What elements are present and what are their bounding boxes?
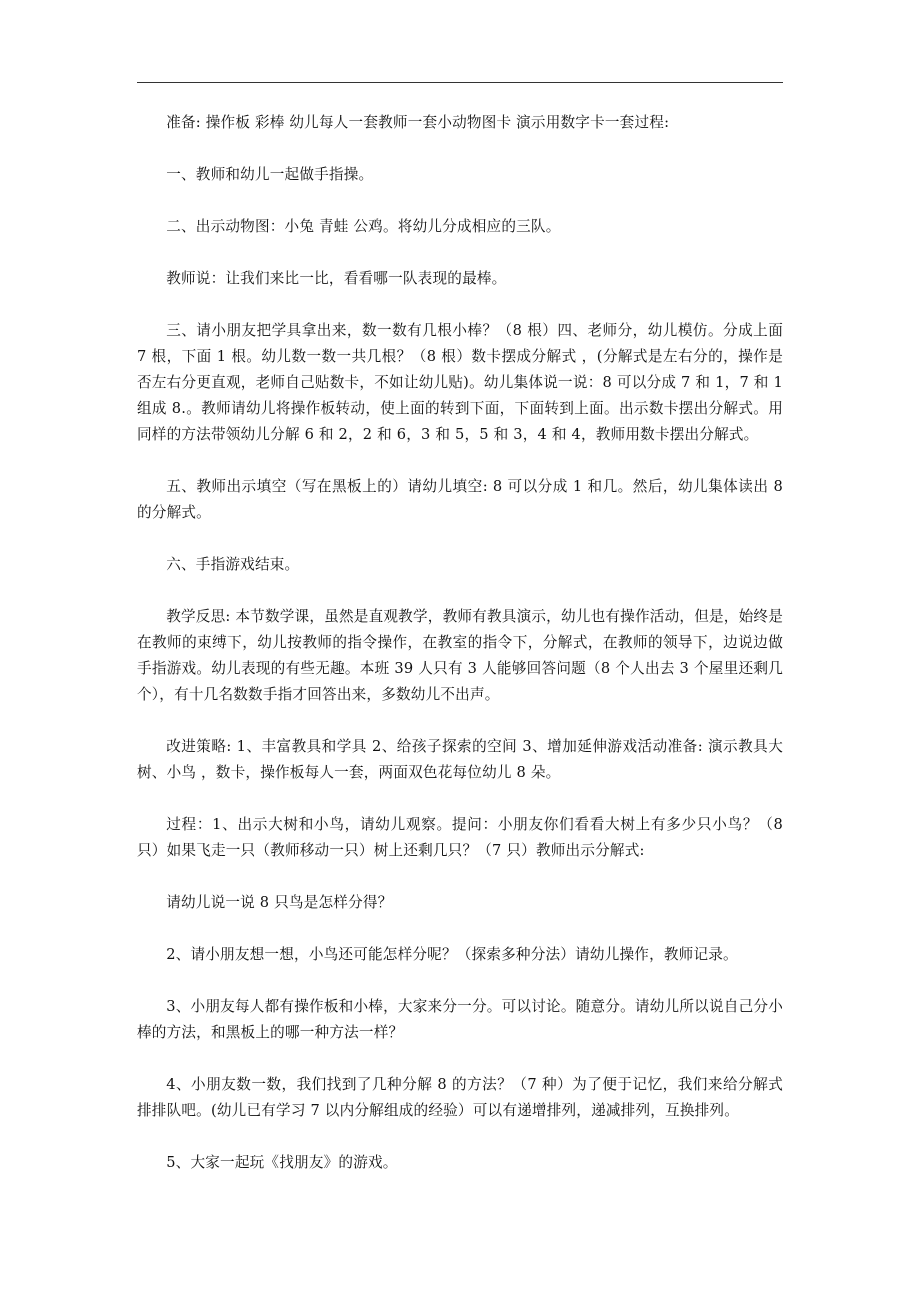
- paragraph-step-3-4: 三、请小朋友把学具拿出来，数一数有几根小棒？（8 根）四、老师分，幼儿模仿。分成上面 7 根，下面 1 根。幼儿数一数一共几根？（8 根）数卡摆成分解式 ，(分解式是左右分的，操作是否左右分更直观，老师自己贴数卡，不如让幼儿贴)。幼儿集体说一说：8 可以分成 7 和 1，7 和 1 组成 8.。教师请幼儿将操作板转动，使上面的转到下面，下面转到上面。出示数卡摆出分解式。用同样的方法带领幼儿分解 6 和 2，2 和 6，3 和 5，5 和 3，4 和 4，教师用数卡摆出分解式。: [137, 322, 783, 443]
- paragraph-process-2: 2、请小朋友想一想，小鸟还可能怎样分呢？（探索多种分法）请幼儿操作，教师记录。: [166, 946, 738, 963]
- paragraph-preparation: 准备: 操作板 彩棒 幼儿每人一套教师一套小动物图卡 演示用数字卡一套过程:: [166, 114, 670, 131]
- paragraph-process-3: 3、小朋友每人都有操作板和小棒，大家来分一分。可以讨论。随意分。请幼儿所以说自己分小棒的方法，和黑板上的哪一种方法一样？: [137, 998, 783, 1041]
- paragraph-process-4: 4、小朋友数一数，我们找到了几种分解 8 的方法？（7 种）为了便于记忆，我们来给分解式排排队吧。(幼儿已有学习 7 以内分解组成的经验）可以有递增排列，递减排列，互换排列。: [137, 1076, 783, 1119]
- paragraph-reflection: 教学反思: 本节数学课，虽然是直观教学，教师有教具演示，幼儿也有操作活动，但是，始终是在教师的束缚下，幼儿按教师的指令操作，在教室的指令下，分解式，在教师的领导下，边说边做手指游戏。幼儿表现的有些无趣。本班 39 人只有 3 人能够回答问题（8 个人出去 3 个屋里还剩几个），有十几名数数手指才回答出来，多数幼儿不出声。: [137, 608, 783, 703]
- paragraph-step-2: 二、出示动物图：小兔 青蛙 公鸡。将幼儿分成相应的三队。: [166, 218, 561, 235]
- paragraph-step-1: 一、教师和幼儿一起做手指操。: [166, 166, 374, 183]
- paragraph-improvement: 改进策略: 1、丰富教具和学具 2、给孩子探索的空间 3、增加延伸游戏活动准备: 演示教具大树、小鸟 ，数卡，操作板每人一套，两面双色花每位幼儿 8 朵。: [137, 738, 783, 781]
- paragraph-process-question: 请幼儿说一说 8 只鸟是怎样分得？: [166, 894, 393, 911]
- paragraph-step-6: 六、手指游戏结束。: [166, 556, 300, 573]
- paragraph-process-1: 过程：1、出示大树和小鸟，请幼儿观察。提问：小朋友你们看看大树上有多少只小鸟？（8 只）如果飞走一只（教师移动一只）树上还剩几只？（7 只）教师出示分解式:: [137, 816, 783, 859]
- document-body: [137, 110, 783, 1202]
- header-rule: [137, 82, 783, 83]
- paragraph-teacher-says: 教师说：让我们来比一比，看看哪一队表现的最棒。: [166, 270, 507, 287]
- paragraph-process-5: 5、大家一起玩《找朋友》的游戏。: [166, 1154, 398, 1171]
- paragraph-step-5: 五、教师出示填空（写在黑板上的）请幼儿填空: 8 可以分成 1 和几。然后，幼儿集体读出 8 的分解式。: [137, 478, 783, 521]
